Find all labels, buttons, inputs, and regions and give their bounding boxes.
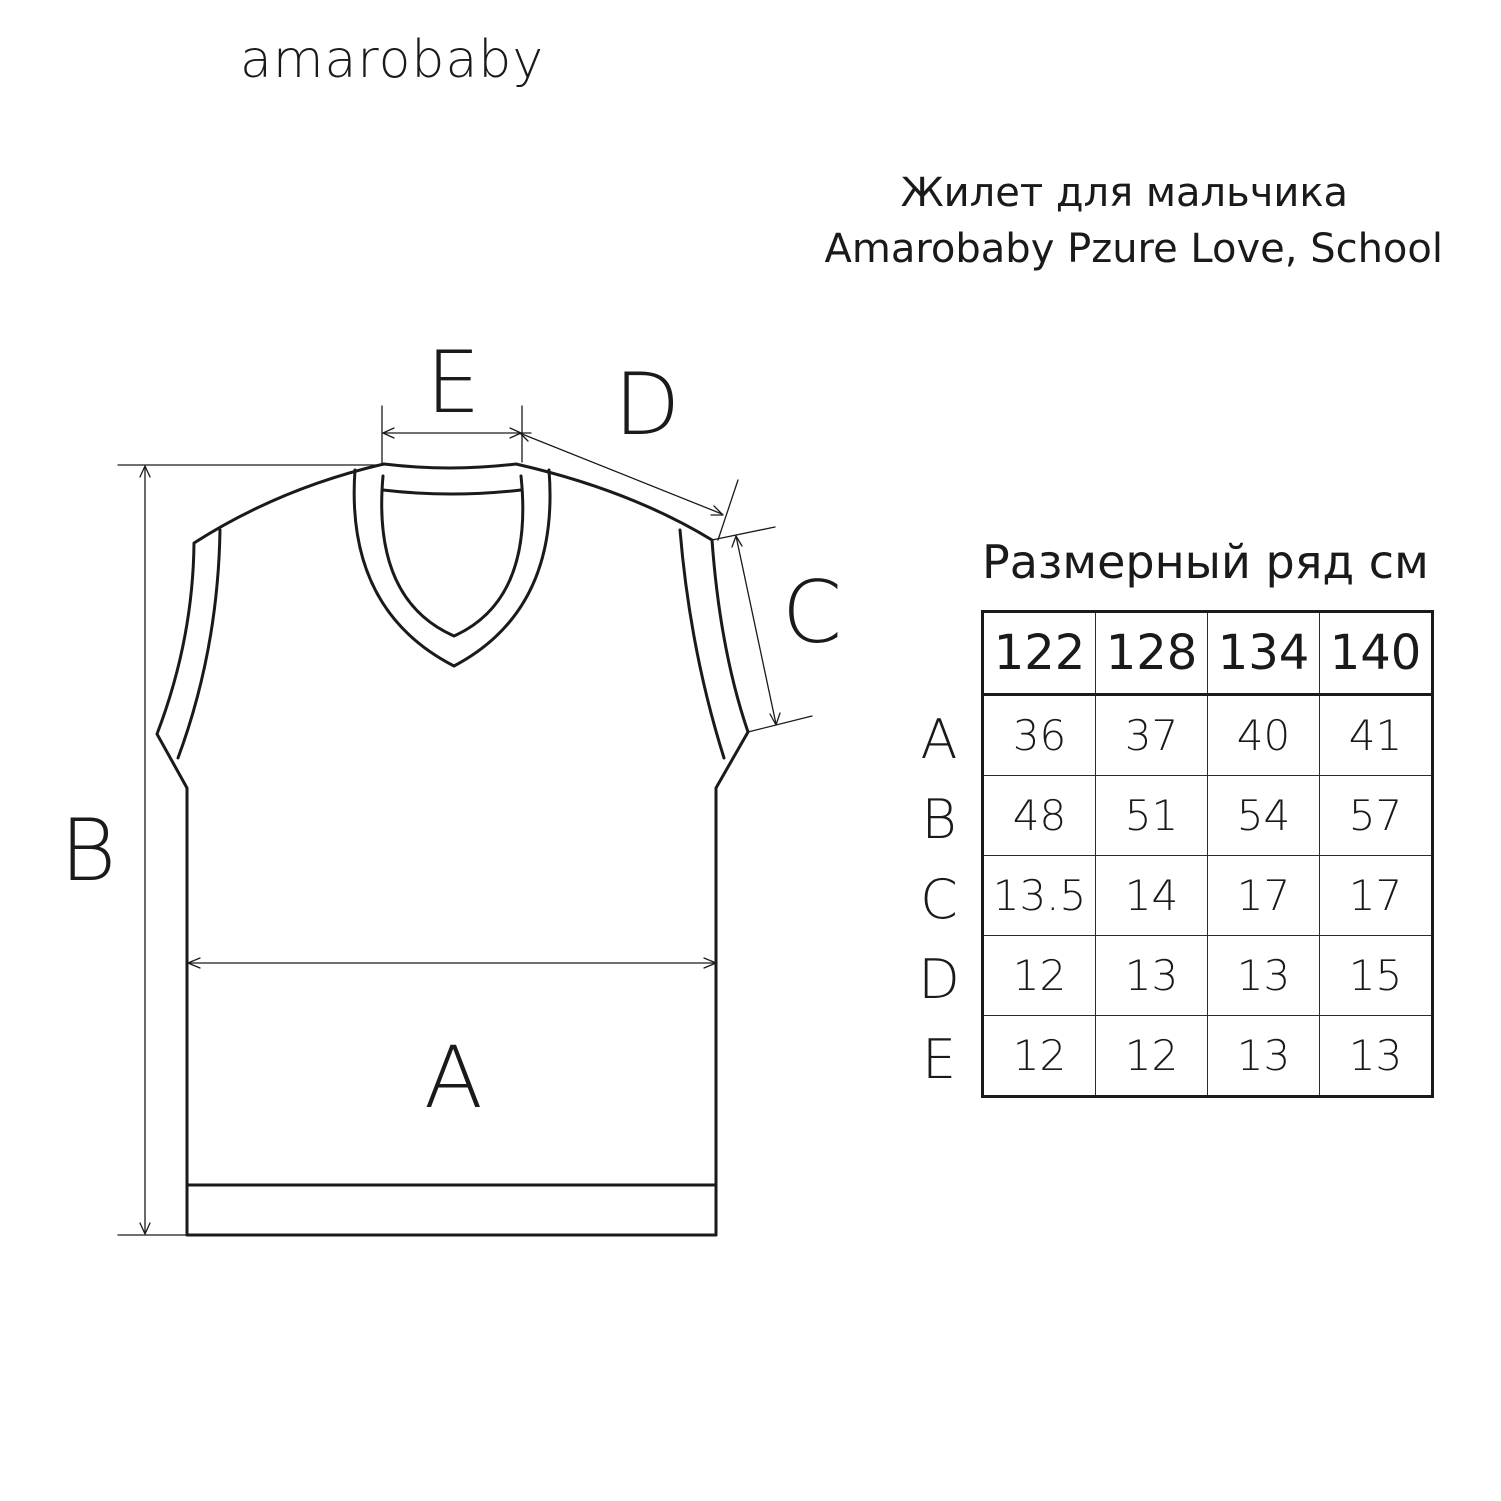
size-table-heading: Размерный ряд см (982, 535, 1429, 589)
right-armhole-rib (680, 530, 724, 758)
size-header-cell: 128 (1096, 612, 1208, 695)
size-table (981, 610, 1434, 1098)
size-cell: 37 (1096, 695, 1208, 776)
product-title-line1: Жилет для мальчика (900, 170, 1348, 216)
size-table-row-labels (914, 700, 964, 1100)
row-label-d: D (918, 948, 960, 1011)
size-table-row-a (983, 695, 1433, 776)
size-cell: 15 (1320, 936, 1433, 1016)
size-cell: 13 (1320, 1016, 1433, 1097)
neck-rib-inner (382, 476, 523, 636)
size-header-cell: 134 (1208, 612, 1320, 695)
size-cell: 12 (983, 936, 1096, 1016)
dimension-label-c: C (782, 563, 843, 663)
size-cell: 54 (1208, 776, 1320, 856)
size-cell: 13 (1096, 936, 1208, 1016)
size-cell: 13 (1208, 1016, 1320, 1097)
size-cell: 14 (1096, 856, 1208, 936)
dimension-label-d: D (614, 355, 681, 455)
size-cell: 57 (1320, 776, 1433, 856)
size-cell: 13 (1208, 936, 1320, 1016)
row-label-a: A (920, 708, 958, 771)
dimension-line-a (188, 958, 716, 968)
size-table-row-d (983, 936, 1433, 1016)
row-label-c: C (920, 868, 958, 931)
size-table-header-row (983, 612, 1433, 695)
size-cell: 48 (983, 776, 1096, 856)
neck-back-rib (383, 490, 521, 494)
dimension-label-b: B (60, 801, 117, 901)
row-label-b: B (921, 788, 957, 851)
size-cell: 51 (1096, 776, 1208, 856)
size-cell: 17 (1320, 856, 1433, 936)
size-cell: 36 (983, 695, 1096, 776)
size-table-row-b (983, 776, 1433, 856)
size-cell: 40 (1208, 695, 1320, 776)
brand-logo: amarobaby (240, 30, 545, 90)
size-cell: 13.5 (983, 856, 1096, 936)
size-cell: 41 (1320, 695, 1433, 776)
size-header-cell: 122 (983, 612, 1096, 695)
size-header-cell: 140 (1320, 612, 1433, 695)
size-cell: 17 (1208, 856, 1320, 936)
size-table-row-e (983, 1016, 1433, 1097)
size-cell: 12 (1096, 1016, 1208, 1097)
size-cell: 12 (983, 1016, 1096, 1097)
row-label-e: E (921, 1028, 957, 1091)
size-table-row-c (983, 856, 1433, 936)
product-title-line2: Amarobaby Pzure Love, School (824, 226, 1443, 272)
dimension-label-a: A (424, 1028, 483, 1128)
dimension-line-b (118, 465, 384, 1235)
dimension-label-e: E (426, 333, 481, 433)
